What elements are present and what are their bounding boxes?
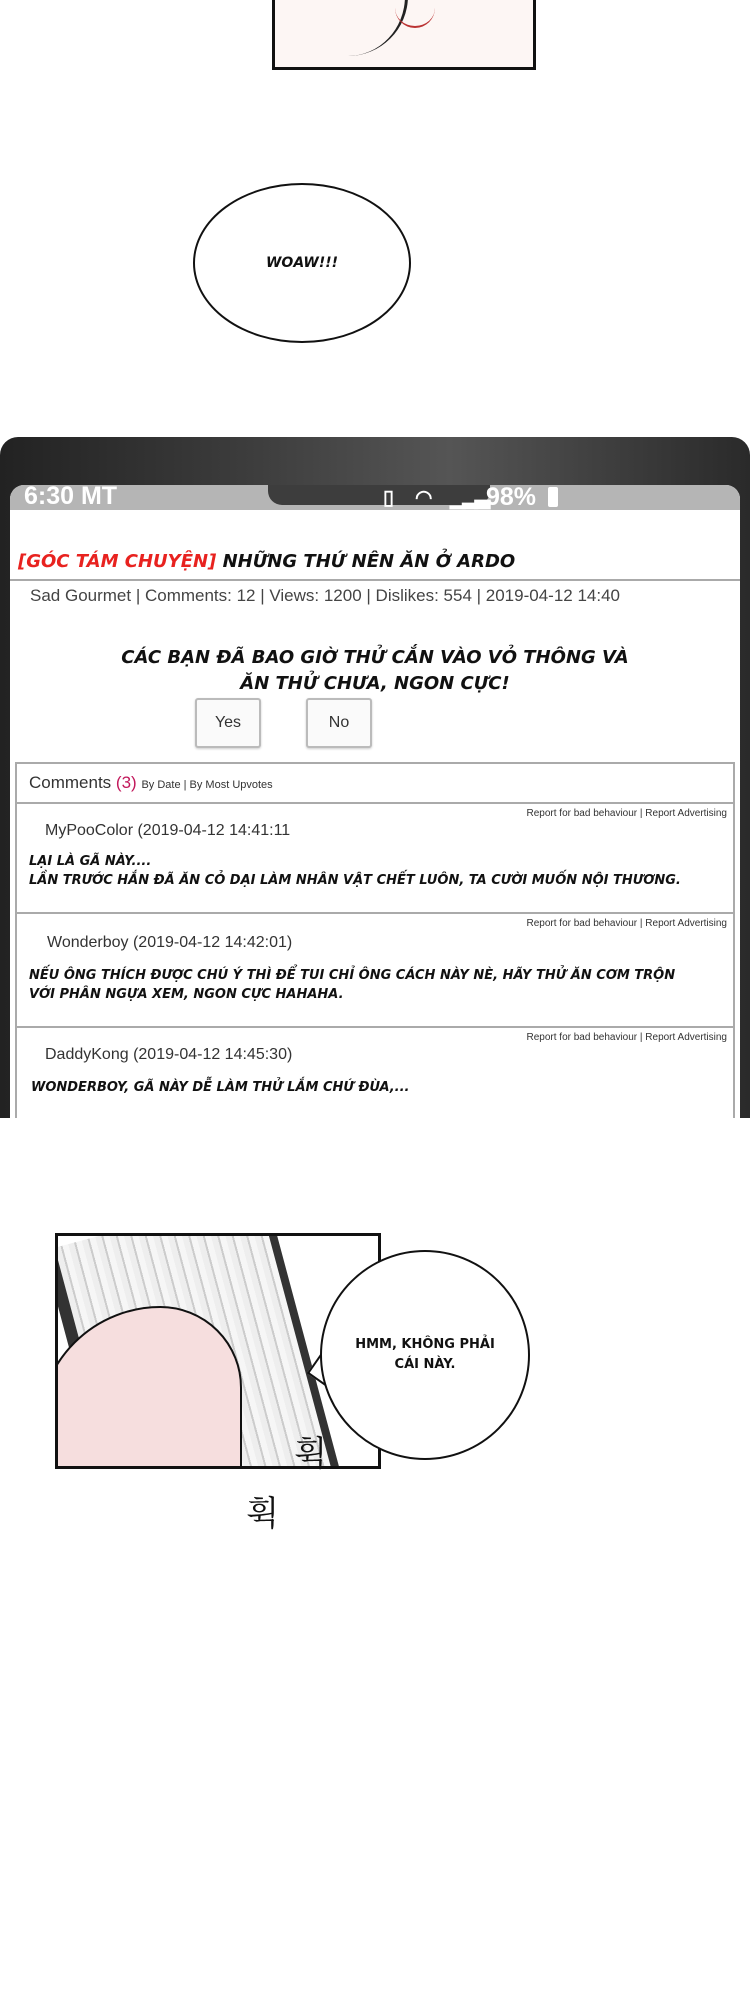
sound-effect: 휙: [239, 1495, 279, 1529]
question-line: CÁC BẠN ĐÃ BAO GIỜ THỬ CẮN VÀO VỎ THÔNG VÀ: [121, 647, 629, 668]
signal-icon: ▁▂▃: [450, 487, 488, 509]
comment-line: LẠI LÀ GÃ NÀY....: [29, 854, 152, 869]
comment-author: DaddyKong (2019-04-12 14:45:30): [45, 1046, 293, 1063]
comment-body: [29, 852, 681, 890]
post-title: [18, 551, 515, 572]
speech-line: HMM, KHÔNG PHẢI: [355, 1337, 495, 1352]
post-title-text: NHỮNG THỨ NÊN ĂN Ở ARDO: [222, 551, 516, 572]
comment-line: VỚI PHÂN NGỰA XEM, NGON CỰC HAHAHA.: [29, 987, 344, 1002]
battery-icon: [548, 487, 558, 507]
battery-percent: 98%: [486, 485, 537, 511]
speech-text: WOAW!!!: [265, 255, 338, 271]
comment-item: [17, 914, 733, 1028]
report-links[interactable]: Report for bad behaviour | Report Advertising: [526, 1032, 727, 1043]
comment-body: [29, 966, 675, 1004]
divider: [10, 579, 740, 581]
phone-frame: [0, 437, 750, 1118]
yes-button[interactable]: Yes: [195, 698, 261, 748]
no-button[interactable]: No: [306, 698, 372, 748]
status-time: 6:30 MT: [24, 485, 118, 510]
speech-bubble-woaw: [193, 183, 411, 343]
top-comic-panel: [272, 0, 536, 70]
status-bar: [10, 485, 740, 510]
post-tag: [GÓC TÁM CHUYỆN]: [18, 551, 217, 572]
comments-count: (3): [115, 773, 137, 792]
comment-item: [17, 804, 733, 914]
comments-header: [17, 764, 733, 804]
comment-line: NẾU ÔNG THÍCH ĐƯỢC CHÚ Ý THÌ ĐỂ TUI CHỈ ÔNG CÁCH NÀY NÈ, HÃY THỬ ĂN CƠM TRỘN: [29, 968, 676, 983]
phone-screen: [10, 485, 740, 1118]
wifi-icon: ◠: [415, 487, 433, 509]
comment-item: [17, 1028, 733, 1118]
comment-author: MyPooColor (2019-04-12 14:41:11: [45, 822, 291, 839]
comments-section: [15, 762, 735, 1118]
comment-author: Wonderboy (2019-04-12 14:42:01): [47, 934, 293, 951]
speech-bubble-hmm: [320, 1250, 530, 1460]
vibrate-icon: ▯: [383, 487, 395, 509]
comments-sort-links[interactable]: By Date | By Most Upvotes: [141, 779, 273, 791]
comment-line: WONDERBOY, GÃ NÀY DỄ LÀM THỬ LẮM CHỨ ĐÙA,...: [31, 1080, 410, 1095]
speech-line: CÁI NÀY.: [394, 1357, 456, 1372]
post-question: [10, 645, 740, 697]
report-links[interactable]: Report for bad behaviour | Report Advertising: [526, 918, 727, 929]
question-line: ĂN THỬ CHƯA, NGON CỰC!: [240, 673, 510, 694]
comment-body: [31, 1078, 410, 1097]
report-links[interactable]: Report for bad behaviour | Report Advertising: [526, 808, 727, 819]
sound-effect: 휙: [287, 1435, 327, 1469]
post-meta: Sad Gourmet | Comments: 12 | Views: 1200 | Dislikes: 554 | 2019-04-12 14:40: [30, 586, 620, 605]
comment-line: LẦN TRƯỚC HẮN ĐÃ ĂN CỎ DẠI LÀM NHÂN VẬT CHẾT LUÔN, TA CƯỜI MUỐN NỘI THƯƠNG.: [29, 873, 681, 888]
comments-title: Comments: [29, 773, 112, 792]
comments-title-row: [29, 773, 273, 793]
